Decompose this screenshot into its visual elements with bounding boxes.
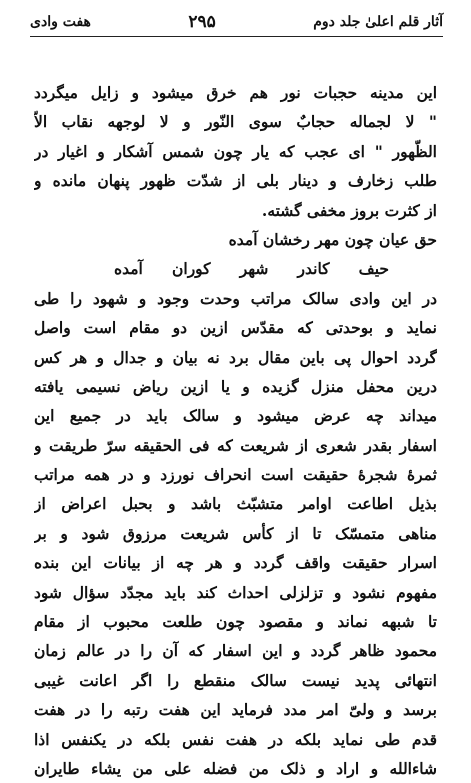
text-line: گردد احوال پی باین مقال برد نه بیان و جدال و هر کس xyxy=(34,347,437,367)
text-line: مفهوم نشود و تزلزلی احداث کند باید مجدّد سؤال شود xyxy=(34,582,437,602)
text-line: الظّهور " ای عجب که یار چون شمس آشکار و اغیار در xyxy=(34,141,437,161)
text-line: نماید و بوحدتی که مقدّس ازین دو مقام است واصل xyxy=(34,318,437,338)
text-line: انتهائی پدید نیست سالک منقطع را اگر اعانت غیبی xyxy=(34,670,437,690)
page-body xyxy=(34,78,437,783)
text-line: اسفار بقدر شعری از شریعت که فی الحقیقه سرّ طریقت و xyxy=(34,435,437,455)
poem-line: حق عیان چون مهر رخشان آمده xyxy=(228,229,437,249)
text-line: اسرار حقیقت واقف گردد و هر چه از بیانات این بنده xyxy=(34,553,437,573)
text-line: میداند چه عرض میشود و سالک باید در جمیع این xyxy=(34,406,437,426)
text-line: تا شبهه نماند و مقصود چون طلعت محبوب از مقام xyxy=(34,612,437,632)
text-line: طلب زخارف و دینار بلی از شدّت ظهور پنهان مانده و xyxy=(34,171,437,191)
text-line: از کثرت بروز مخفی گشته. xyxy=(261,200,437,220)
text-line: شاءالله و اراد و ذلک من فضله علی من یشاء طایران xyxy=(34,758,437,778)
running-header xyxy=(30,8,443,37)
text-line: ثمرهٔ شجرهٔ حقیقت است انحراف نورزد و در همه مراتب xyxy=(34,465,437,485)
text-line: برسد و ولیّ امر مدد فرماید این هفت رتبه را در هفت xyxy=(34,700,437,720)
text-line: مناهی متمسّک تا از کأس شریعت مرزوق شود و بر xyxy=(34,523,437,543)
text-line: این مدینه حجبات نور هم خرق میشود و زایل میگردد xyxy=(34,83,437,102)
text-line: " لا لجماله حجابٌ سوی النّور و لا لوجهه نقاب الاّ xyxy=(34,112,437,132)
section-title: هفت وادی xyxy=(30,14,91,30)
text-line: قدم طی نماید بلکه در هفت نفس بلکه در یکنفس اذا xyxy=(34,729,437,749)
poem-line: حیف کاندر شهر کوران آمده xyxy=(114,259,389,279)
text-line: درین محفل منزل گزیده و یا ازین ریاض نسیمی یافته xyxy=(34,376,437,396)
text-line: بذیل اطاعت اوامر متشبّث باشد و بحبل اعراض از xyxy=(34,494,437,514)
text-line: محمود ظاهر گردد و این اسفار که آن را در عالم زمان xyxy=(34,641,437,661)
book-title: آثار قلم اعلیٰ جلد دوم xyxy=(313,14,443,30)
page-number: ۲۹۵ xyxy=(188,12,216,32)
text-line: در این وادی سالک مراتب وحدت وجود و شهود را طی xyxy=(34,288,437,308)
